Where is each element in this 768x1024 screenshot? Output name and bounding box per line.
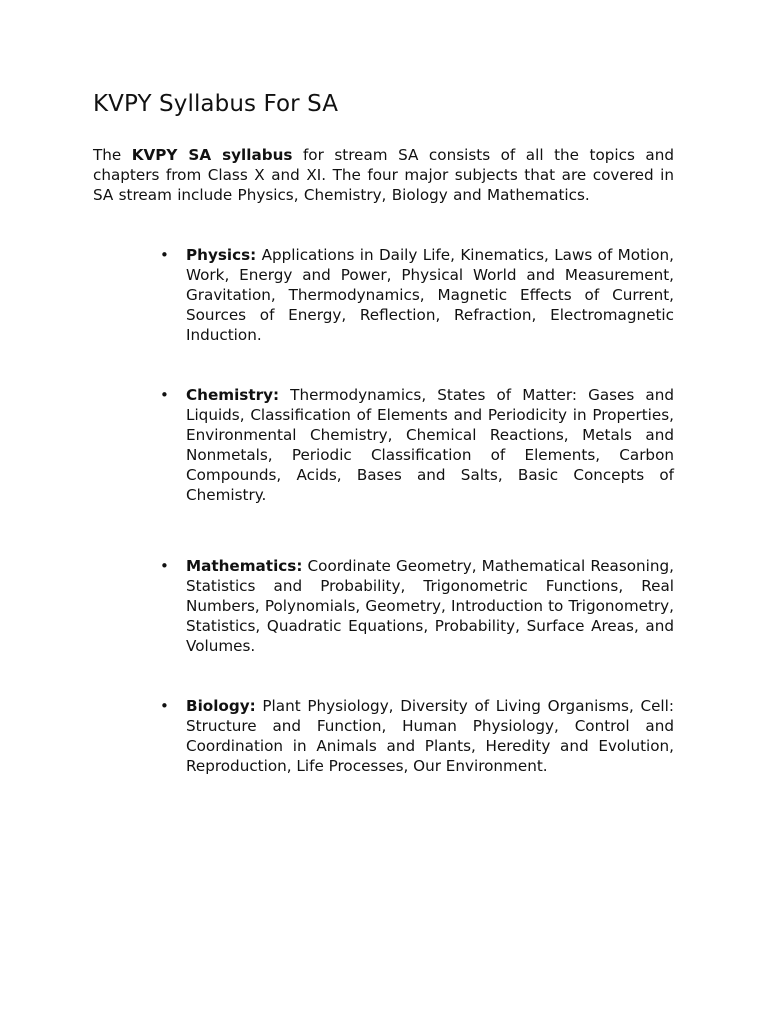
topic-label-biology: Biology: [186,697,256,715]
topic-label-chemistry: Chemistry: [186,386,280,404]
topic-label-physics: Physics: [186,246,257,264]
bullet-icon: • [160,246,169,264]
page-title: KVPY Syllabus For SA [93,91,339,117]
bullet-icon: • [160,557,169,575]
topic-text-mathematics: Coordinate Geometry, Mathematical Reasoning, Statistics and Probability, Trigonometric Functions, Real Numbers, Polynomials, Geometry, Introduction to Trigonometry, Statistics, Quadratic Equations, Probability, Surface Areas, and Volumes. [186,557,674,655]
topic-text-physics: Applications in Daily Life, Kinematics, Laws of Motion, Work, Energy and Power, Physical World and Measurement, Gravitation, Thermodynamics, Magnetic Effects of Current, Sources of Energy, Reflection, Refraction, Electromagnetic Induction. [186,246,674,344]
intro-prefix: The [93,146,132,164]
topic-label-mathematics: Mathematics: [186,557,303,575]
bullet-icon: • [160,697,169,715]
topic-text-chemistry: Thermodynamics, States of Matter: Gases and Liquids, Classification of Elements and Periodicity in Properties, Environmental Chemistry, Chemical Reactions, Metals and Nonmetals, Periodic Classification of Elements, Carbon Compounds, Acids, Bases and Salts, Basic Concepts of Chemistry. [186,386,674,504]
topic-text-biology: Plant Physiology, Diversity of Living Organisms, Cell: Structure and Function, Human Physiology, Control and Coordination in Animals and Plants, Heredity and Evolution, Reproduction, Life Processes, Our Environment. [186,697,674,775]
bullet-icon: • [160,386,169,404]
list-item-chemistry [160,385,674,505]
intro-bold-term: KVPY SA syllabus [131,146,293,164]
list-item-physics [160,245,674,345]
list-item-mathematics [160,556,674,656]
intro-paragraph [93,145,674,205]
intro-suffix: for stream SA consists of all the topics and chapters from Class X and XI. The four major subjects that are covered in SA stream include Physics, Chemistry, Biology and Mathematics. [93,146,674,204]
list-item-biology [160,696,674,776]
